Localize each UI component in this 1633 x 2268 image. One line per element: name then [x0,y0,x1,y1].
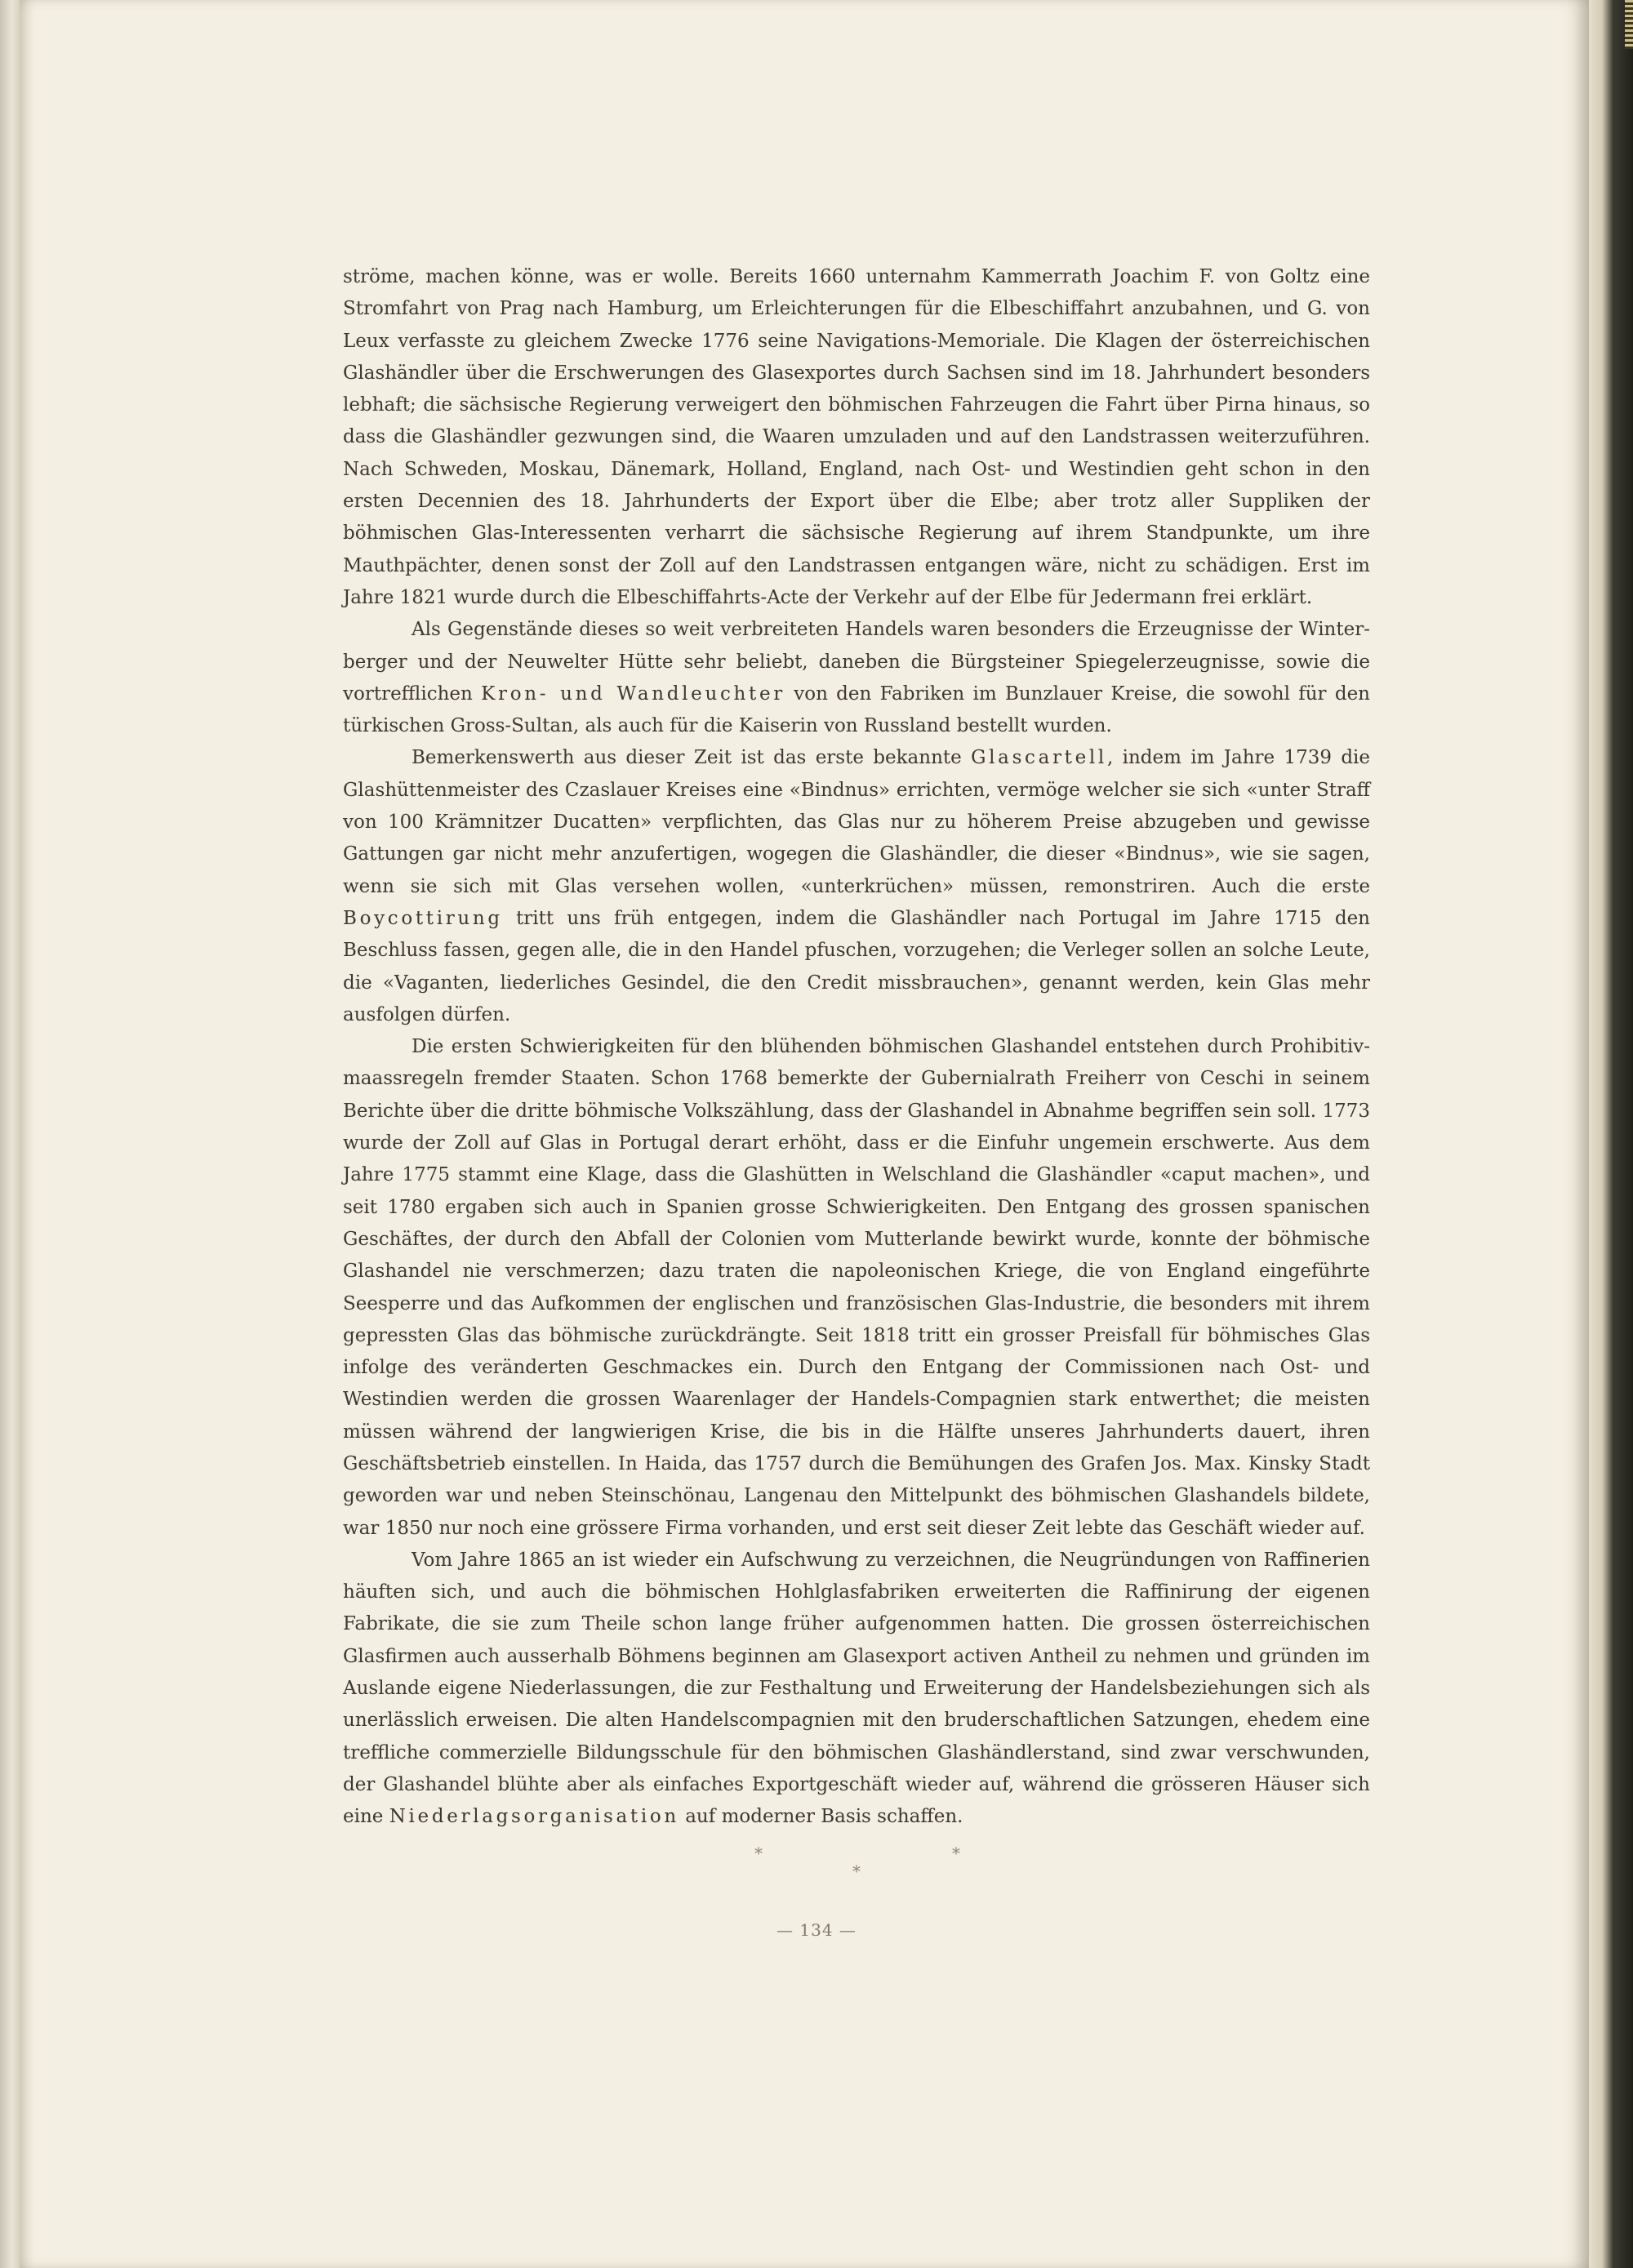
body-text [343,261,1370,1834]
paragraph: Die ersten Schwierigkeiten für den blühenden böhmischen Glashandel entstehen durch Prohibitivmaassregeln fremder Staaten. Schon 1768 bemerkte der Gubernialrath Freiherr von Ceschi in seinem Berichte über die dritte böhmische Volkszählung, dass der Glashandel in Abnahme begriffen sein soll. 1773 wurde der Zoll auf Glas in Portugal derart erhöht, dass er die Einfuhr ungemein erschwerte. Aus dem Jahre 1775 stammt eine Klage, dass die Glashütten in Welschland die Glashändler «caput machen», und seit 1780 ergaben sich auch in Spanien grosse Schwierigkeiten. Den Entgang des grossen spanischen Geschäftes, der durch den Abfall der Colonien vom Mutterlande bewirkt wurde, konnte der böhmische Glashandel nie verschmerzen; dazu traten die napoleonischen Kriege, die von England eingeführte Seesperre und das Aufkommen der englischen und französischen Glas-Industrie, die besonders mit ihrem gepressten Glas das böhmische zurückdrängte. Seit 1818 tritt ein grosser Preisfall für böhmisches Glas infolge des veränderten Geschmackes ein. Durch den Entgang der Commissionen nach Ost- und Westindien werden die grossen Waarenlager der Handels-Compagnien stark entwerthet; die meisten müssen während der langwierigen Krise, die bis in die Hälfte unseres Jahrhunderts dauert, ihren Geschäftsbetrieb einstellen. In Haida, das 1757 durch die Bemühungen des Grafen Jos. Max. Kinsky Stadt geworden war und neben Steinschönau, Langenau den Mittelpunkt des böhmischen Glashandels bildete, war 1850 nur noch eine grössere Firma vorhanden, und erst seit dieser Zeit lebte das Geschäft wieder auf. [343,1036,1370,1539]
paragraph: Vom Jahre 1865 an ist wieder ein Aufschwung zu verzeichnen, die Neugründungen von Raffinerien häuften sich, und auch die böhmischen Hohlglasfabriken erweiterten die Raffinirung der eigenen Fabrikate, die sie zum Theile schon lange früher aufgenommen hatten. Die grossen österreichischen Glasfirmen auch ausserhalb Böhmens beginnen am Glasexport activen Antheil zu nehmen und gründen im Auslande eigene Niederlassungen, die zur Festhaltung und Erweiterung der Handelsbeziehungen sich als unerlässlich erweisen. Die alten Handelscompagnien mit den bruderschaftlichen Satzungen, ehedem eine treffliche commerzielle Bildungsschule für den böhmischen Glashändlerstand, sind zwar verschwunden, der Glashandel blühte aber als einfaches Exportgeschäft wieder auf, während die grösseren Häuser sich eine Niederlagsorganisation auf moderner Basis schaffen. [343,1549,1370,1828]
asterism [0,1843,1633,1892]
emphasis: Kron- und Wandleuchter [481,683,785,705]
paragraph: Als Gegenstände dieses so weit verbreiteten Handels waren besonders die Erzeugnisse der Winterberger und der Neuwelter Hütte sehr beliebt, daneben die Bürgsteiner Spiegelerzeugnisse, sowie die vortrefflichen Kron- und Wandleuchter von den Fabriken im Bunzlauer Kreise, die sowohl für den türkischen Gross-Sultan, als auch für die Kaiserin von Russland bestellt wurden. [343,619,1370,737]
binding-stitch [1625,0,1633,49]
paragraph: Bemerkenswerth aus dieser Zeit ist das erste bekannte Glascartell, indem im Jahre 1739 die Glashüttenmeister des Czaslauer Kreises eine «Bindnus» errichten, vermöge welcher sie sich «unter Straff von 100 Krämnitzer Ducatten» verpflichten, das Glas nur zu höherem Preise abzugeben und gewisse Gattungen gar nicht mehr anzufertigen, wogegen die Glashändler, die dieser «Bindnus», wie sie sagen, wenn sie sich mit Glas versehen wollen, «unterkrüchen» müssen, remonstriren. Auch die erste Boycottirung tritt uns früh entgegen, indem die Glashändler nach Portugal im Jahre 1715 den Beschluss fassen, gegen alle, die in den Handel pfuschen, vorzugehen; die Verleger sollen an solche Leute, die «Vaganten, liederliches Gesindel, die den Credit missbrauchen», genannt werden, kein Glas mehr ausfolgen dürfen. [343,747,1371,1025]
paragraph: ströme, machen könne, was er wolle. Bereits 1660 unternahm Kammerrath Joachim F. von Goltz eine Stromfahrt von Prag nach Hamburg, um Erleichterungen für die Elbeschiffahrt anzubahnen, und G. von Leux verfasste zu gleichem Zwecke 1776 seine Navigations-Memoriale. Die Klagen der österreichischen Glashändler über die Erschwerungen des Glasexportes durch Sachsen sind im 18. Jahrhundert besonders lebhaft; die sächsische Regierung verweigert den böhmischen Fahrzeugen die Fahrt über Pirna hinaus, so dass die Glashändler gezwungen sind, die Waaren umzuladen und auf den Landstrassen weiterzuführen. Nach Schweden, Moskau, Dänemark, Holland, England, nach Ost- und Westindien geht schon in den ersten Decennien des 18. Jahrhunderts der Export über die Elbe; aber trotz aller Suppliken der böhmischen Glas-Interessenten verharrt die sächsische Regierung auf ihrem Standpunkte, um ihre Mauthpächter, denen sonst der Zoll auf den Landstrassen entgangen wäre, nicht zu schädigen. Erst im Jahre 1821 wurde durch die Elbeschiffahrts-Acte der Verkehr auf der Elbe für Jedermann frei erklärt. [343,266,1370,608]
asterism-star: * [952,1843,960,1863]
emphasis: Glascartell [971,747,1107,769]
asterism-star: * [754,1843,763,1863]
emphasis: Niederlagsorganisation [389,1806,679,1828]
emphasis: Boycottirung [343,907,503,929]
page-number: — 134 — [776,1920,857,1940]
asterism-star: * [852,1861,861,1881]
